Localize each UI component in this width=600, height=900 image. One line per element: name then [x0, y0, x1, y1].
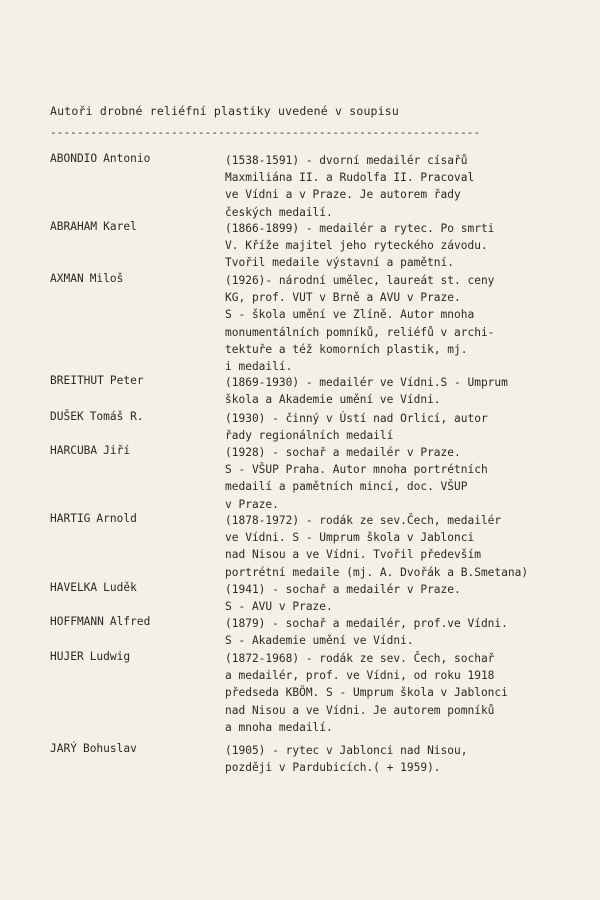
author-description [225, 650, 570, 736]
author-firstname: Luděk [103, 581, 137, 594]
author-firstname: Karel [103, 220, 137, 233]
author-name [50, 742, 137, 755]
description-line: ve Vídni. S - Umprum škola v Jablonci [225, 531, 475, 545]
description-line: později v Pardubicích.( + 1959). [225, 761, 441, 775]
description-line: nad Nisou a ve Vídni. Je autorem pomníků [225, 703, 495, 717]
description-line: V. Kříže majitel jeho ryteckého závodu. [225, 239, 488, 253]
author-surname: HOFFMANN [50, 615, 104, 628]
author-firstname: Peter [109, 374, 144, 387]
description-line: ve Vídni a v Praze. Je autorem řady [225, 188, 461, 202]
document-title: Autoři drobné reliéfní plastiky uvedené v soupisu [50, 104, 400, 118]
description-line: (1905) - rytec v Jablonci nad Nisou, [225, 744, 468, 757]
description-line: a medailér, prof. ve Vídni, od roku 1918 [225, 669, 495, 683]
author-surname: HARTIG [50, 512, 91, 525]
author-surname: DUŠEK [50, 410, 84, 423]
description-line: (1872-1968) - rodák ze sev. Čech, sochař [225, 652, 495, 665]
description-line: předseda KBÖM. S - Umprum škola v Jablonci [225, 686, 508, 700]
author-description [225, 742, 570, 776]
author-surname: HAVELKA [50, 581, 98, 594]
author-description [225, 615, 570, 649]
description-line: portrétní medaile (mj. A. Dvořák a B.Smetana) [225, 565, 529, 579]
description-line: tektuře a též komorních plastik, mj. [225, 342, 468, 356]
author-firstname: Ludwig [89, 650, 131, 663]
description-line: KG, prof. VUT v Brně a AVU v Praze. [225, 291, 461, 305]
author-surname: HARCUBA [50, 444, 98, 457]
author-firstname: Jiří [103, 444, 131, 457]
author-name [50, 650, 130, 663]
author-firstname: Alfred [109, 615, 151, 628]
description-line: (1878-1972) - rodák ze sev.Čech, medailér [225, 514, 502, 527]
author-surname: ABRAHAM [50, 220, 98, 233]
description-line: českých medailí. [225, 205, 333, 219]
description-line: Maxmiliána II. a Rudolfa II. Pracoval [225, 171, 475, 185]
author-name [50, 374, 144, 387]
author-description [225, 272, 570, 375]
author-firstname: Arnold [96, 512, 137, 525]
description-line: monumentálních pomníků, reliéfů v archi- [225, 325, 495, 339]
description-line: S - VŠUP Praha. Autor mnoha portrétních [225, 463, 488, 477]
description-line: S - Akademie umění ve Vídni. [225, 634, 414, 648]
description-line: S - škola umění ve Zlíně. Autor mnoha [225, 308, 475, 322]
description-line: Tvořil medaile výstavní a pamětní. [225, 256, 455, 270]
author-name [50, 581, 137, 594]
author-description [225, 410, 570, 444]
description-line: (1879) - sochař a medailér, prof.ve Vídni. [225, 617, 508, 630]
author-description [225, 581, 570, 615]
description-line: (1538-1591) - dvorní medailér císařů [225, 154, 468, 167]
description-line: (1930) - činný v Ústí nad Orlicí, autor [225, 412, 488, 425]
author-description [225, 444, 570, 513]
author-firstname: Tomáš R. [89, 410, 144, 423]
description-line: a mnoha medailí. [225, 720, 333, 734]
author-surname: BREITHUT [50, 374, 104, 387]
description-line: (1941) - sochař a medailér v Praze. [225, 583, 461, 596]
description-line: škola a Akademie umění ve Vídni. [225, 393, 441, 407]
author-surname: HUJER [50, 650, 84, 663]
description-line: (1866-1899) - medailér a rytec. Po smrti [225, 222, 495, 235]
author-description [225, 152, 570, 221]
description-line: (1926)- národní umělec, laureát st. ceny [225, 274, 495, 287]
author-name [50, 272, 123, 285]
author-name [50, 152, 150, 165]
author-surname: ABONDIO [50, 152, 98, 165]
author-surname: AXMAN [50, 272, 84, 285]
author-firstname: Bohuslav [82, 742, 137, 755]
description-line: řady regionálních medailí [225, 429, 394, 443]
author-firstname: Miloš [89, 272, 124, 285]
description-line: S - AVU v Praze. [225, 600, 333, 614]
author-name [50, 512, 137, 525]
description-line: (1928) - sochař a medailér v Praze. [225, 446, 461, 459]
author-description [225, 220, 570, 272]
description-line: v Praze. [225, 497, 279, 511]
description-line: nad Nisou a ve Vídni. Tvořil především [225, 548, 481, 562]
author-description [225, 512, 570, 581]
author-name [50, 444, 130, 457]
divider-rule: ---------------------------------------------------------------- [50, 126, 481, 139]
author-name [50, 410, 144, 423]
description-line: i medailí. [225, 359, 293, 373]
description-line: medailí a pamětních mincí, doc. VŠUP [225, 480, 468, 494]
author-name [50, 220, 137, 233]
author-surname: JARÝ [50, 742, 77, 755]
author-firstname: Antonio [103, 152, 151, 165]
author-name [50, 615, 150, 628]
author-description [225, 374, 570, 408]
description-line: (1869-1930) - medailér ve Vídni.S - Umprum [225, 376, 508, 389]
